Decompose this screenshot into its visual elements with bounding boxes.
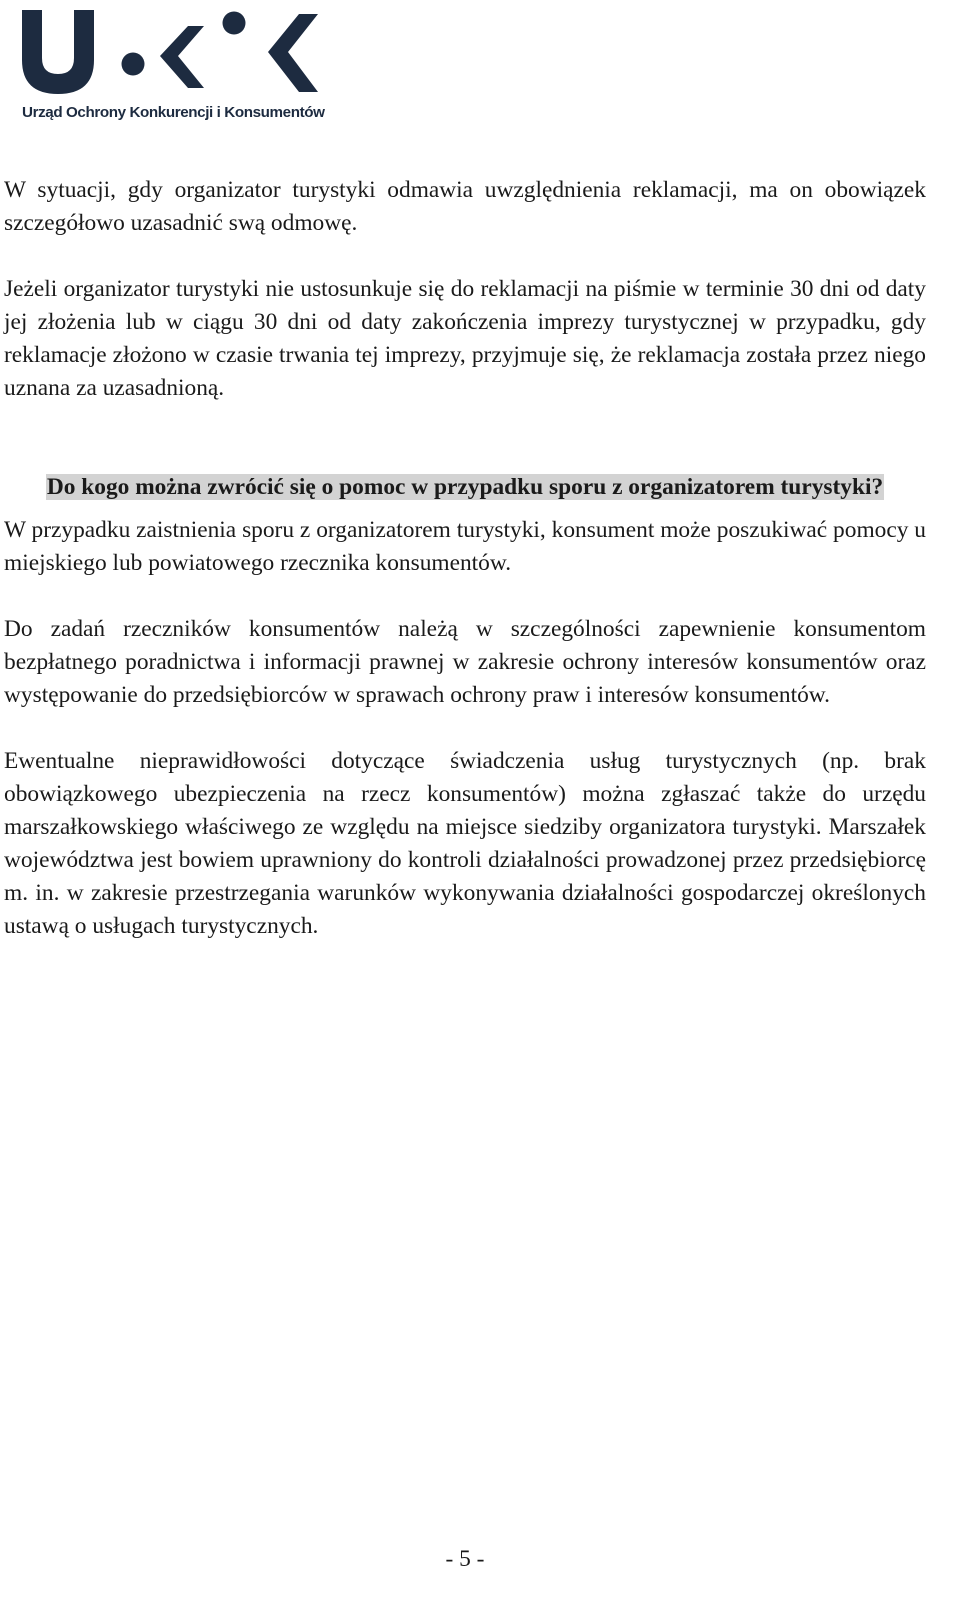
paragraph-consumer-ombudsman: W przypadku zaistnienia sporu z organizatorem turystyki, konsument może poszukiwać pomocy u miejskiego lub powiatowego rzecznika konsumentów. [4, 517, 926, 576]
section-heading-text: Do kogo można zwrócić się o pomoc w przypadku sporu z organizatorem turystyki? [46, 474, 884, 500]
page-number: - 5 - [445, 1546, 485, 1572]
uokik-logo [0, 0, 345, 135]
document-body [4, 174, 926, 976]
spacer [4, 405, 926, 449]
paragraph-ombudsman-duties: Do zadań rzeczników konsumentów należą w szczególności zapewnienie konsumentom bezpłatnego poradnictwa i informacji prawnej w zakresie ochrony interesów konsumentów oraz występowanie do przedsiębiorców w sprawach ochrony praw i interesów konsumentów. [4, 616, 926, 708]
section-heading [4, 471, 926, 504]
uokik-logo-icon [18, 8, 323, 98]
paragraph-complaint-deadline: Jeżeli organizator turystyki nie ustosunkuje się do reklamacji na piśmie w terminie 30 dni od daty jej złożenia lub w ciągu 30 dni od daty zakończenia imprezy turystycznej w przypadku, gdy reklamacje złożono w czasie trwania tej imprezy, przyjmuje się, że reklamacja została przez niego uznana za uzasadnioną. [4, 276, 926, 401]
paragraph-complaint-refusal: W sytuacji, gdy organizator turystyki odmawia uwzględnienia reklamacji, ma on obowiązek szczegółowo uzasadnić swą odmowę. [4, 177, 926, 236]
paragraph-marshal-office: Ewentualne nieprawidłowości dotyczące świadczenia usług turystycznych (np. brak obowiązkowego ubezpieczenia na rzecz konsumentów) można zgłaszać także do urzędu marszałkowskiego właściwego ze względu na miejsce siedziby organizatora turystyki. Marszałek województwa jest bowiem uprawniony do kontroli działalności prowadzonej przez przedsiębiorcę m. in. w zakresie przestrzegania warunków wykonywania działalności gospodarczej określonych ustawą o usługach turystycznych. [4, 748, 926, 939]
logo-text: Urząd Ochrony Konkurencji i Konsumentów [22, 104, 325, 121]
